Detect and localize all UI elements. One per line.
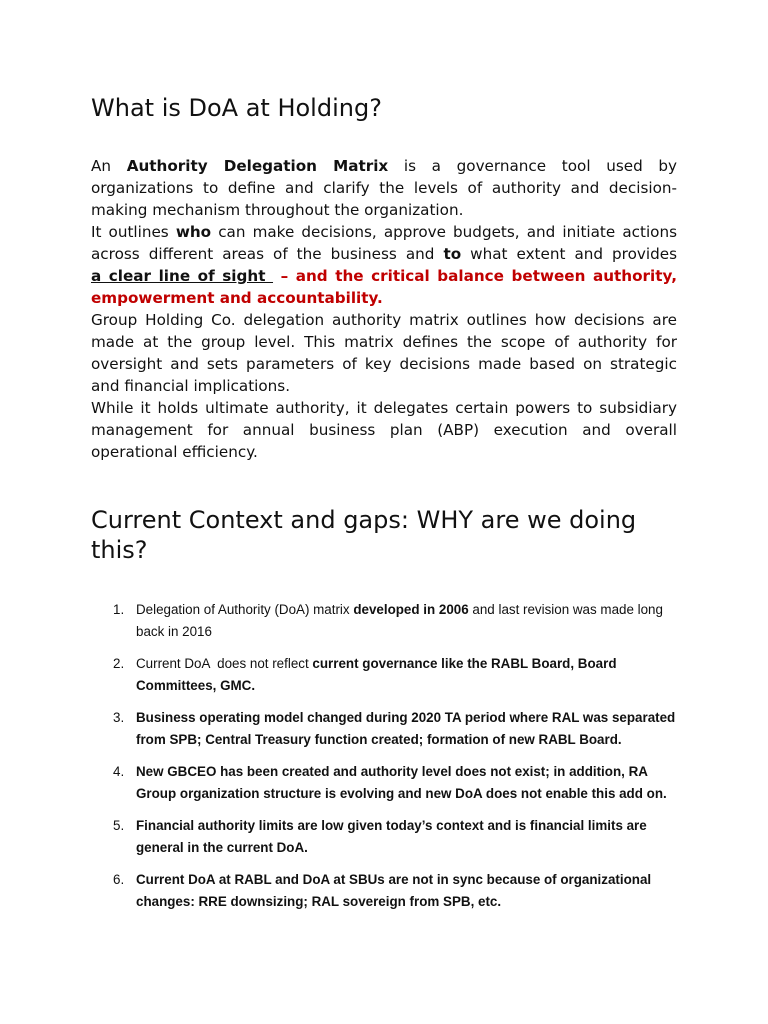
- bold-text: New GBCEO has been created and authority level does not exist; in addition, RA Group organization structure is evolving and new DoA does not enable this add on.: [136, 764, 667, 801]
- list-item: [91, 653, 677, 697]
- text-run: can make decisions, approve budgets, and initiate actions across different areas of the business and: [91, 223, 677, 263]
- bold-text: Authority Delegation Matrix: [126, 157, 389, 175]
- bold-text: who: [175, 223, 212, 241]
- text-run: Current DoA does not reflect: [136, 656, 313, 671]
- text-run: An: [91, 157, 127, 175]
- list-item: [91, 815, 677, 859]
- list-number: 4.: [113, 764, 125, 779]
- bold-text: to: [443, 245, 462, 263]
- bold-text: developed in 2006: [353, 602, 469, 617]
- list-number: 5.: [113, 818, 125, 833]
- list-number: 2.: [113, 656, 125, 671]
- bold-text: Financial authority limits are low given today’s context and is financial limits are general in the current DoA.: [136, 818, 647, 855]
- text-run: Delegation of Authority (DoA) matrix: [136, 602, 354, 617]
- paragraph-group-holding: Group Holding Co. delegation authority matrix outlines how decisions are made at the group level. This matrix defines the scope of authority for oversight and sets parameters of key decisions made based on strategic and financial implications.: [91, 311, 677, 395]
- underlined-text: a clear line of sight: [91, 267, 274, 285]
- gaps-list: [91, 599, 677, 913]
- paragraph-outlines: [91, 221, 677, 309]
- red-emphasis-text: – and the critical balance between authority, empowerment and accountability.: [91, 267, 677, 307]
- list-item: [91, 761, 677, 805]
- bold-text: Business operating model changed during 2020 TA period where RAL was separated from SPB; Central Treasury function created; formation of new RABL Board.: [136, 710, 676, 747]
- heading-what-is-doa: What is DoA at Holding?: [91, 94, 382, 122]
- list-number: 6.: [113, 872, 125, 887]
- text-run: and last revision was made long back in 2016: [136, 602, 663, 639]
- text-run: It outlines: [91, 223, 176, 241]
- document-body: [91, 93, 677, 923]
- list-item: [91, 869, 677, 913]
- list-item: [91, 707, 677, 751]
- paragraph-ultimate-authority: While it holds ultimate authority, it delegates certain powers to subsidiary management for annual business plan (ABP) execution and overall operational efficiency.: [91, 399, 677, 461]
- heading-current-context: Current Context and gaps: WHY are we doing this?: [91, 506, 637, 564]
- text-run: is a governance tool used by organizations to define and clarify the levels of authority and decision-making mechanism throughout the organization.: [91, 157, 678, 219]
- text-run: what extent and provides: [461, 245, 677, 263]
- list-item: [91, 599, 677, 643]
- list-number: 3.: [113, 710, 125, 725]
- bold-text: current governance like the RABL Board, Board Committees, GMC.: [136, 656, 617, 693]
- bold-text: Current DoA at RABL and DoA at SBUs are not in sync because of organizational changes: RRE downsizing; RAL sovereign from SPB, etc.: [136, 872, 652, 909]
- paragraph-definition: [91, 155, 677, 221]
- list-number: 1.: [113, 602, 125, 617]
